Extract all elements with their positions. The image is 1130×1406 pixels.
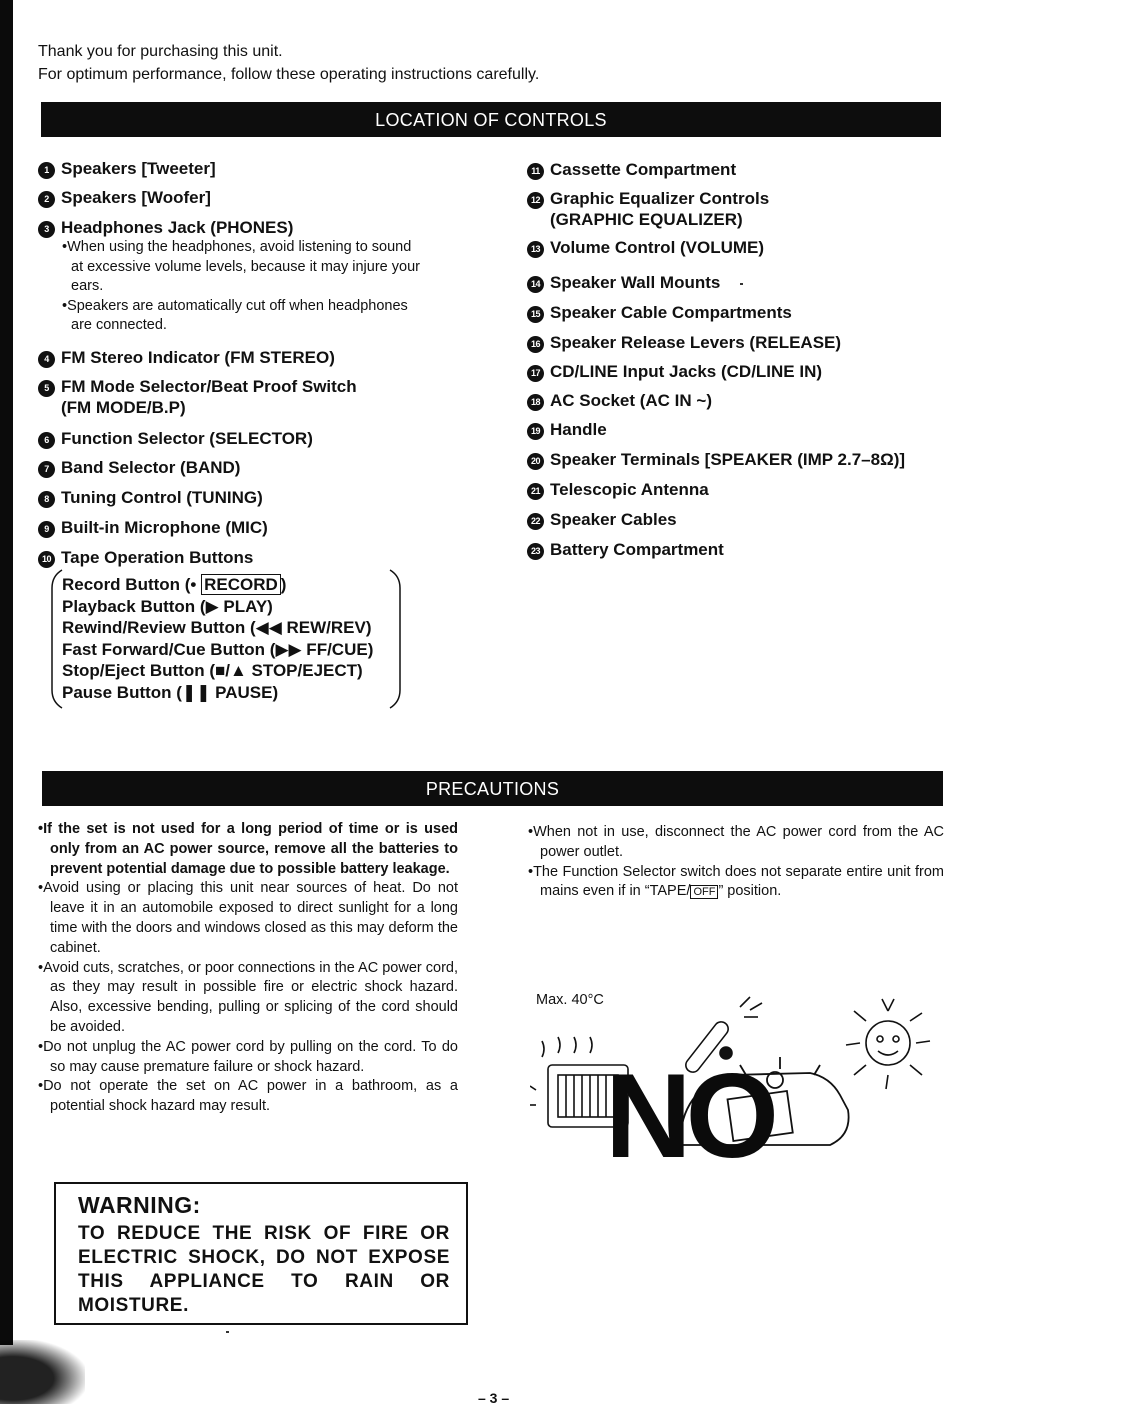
control-label: Built-in Microphone (MIC) [61, 518, 268, 537]
control-item-9 [38, 517, 268, 538]
number-badge: 3 [38, 221, 55, 238]
headphone-notes [62, 238, 455, 336]
control-label: Graphic Equalizer Controls [550, 189, 770, 208]
control-item-5 [38, 376, 357, 418]
note-line: ears. [71, 278, 104, 295]
record-button-line: Record Button (• RECORD ) [62, 575, 287, 594]
precaution-item: •If the set is not used for a long period of time or is used only from an AC power source, remove all the batteries to prevent potential damage due to possible battery leakage. [38, 821, 459, 877]
control-item-7 [38, 457, 240, 478]
playback-button-line: Playback Button (▶ PLAY) [62, 596, 273, 616]
control-item-10 [38, 547, 253, 568]
control-item-18 [527, 390, 712, 411]
number-badge: 19 [527, 423, 544, 440]
control-item-2 [38, 187, 211, 208]
rewind-button-line: Rewind/Review Button (◀◀ REW/REV) [62, 618, 372, 638]
note-line: at excessive volume levels, because it may injure your [71, 258, 420, 275]
control-item-16 [527, 332, 841, 353]
control-label: Speaker Cables [550, 510, 677, 529]
control-label: Tuning Control (TUNING) [61, 488, 263, 507]
warning-title: WARNING: [78, 1192, 201, 1218]
number-badge: 18 [527, 394, 544, 411]
control-item-6 [38, 428, 313, 449]
max-temperature-label: Max. 40°C [536, 992, 604, 1008]
precaution-item: •The Function Selector switch does not separate entire unit from mains even if in “TAPE/ OFF ” position. [528, 863, 945, 900]
number-badge: 1 [38, 162, 55, 179]
control-label: Speaker Cable Compartments [550, 303, 792, 322]
control-item-12 [527, 188, 769, 230]
control-label: Handle [550, 420, 607, 439]
number-badge: 17 [527, 365, 544, 382]
number-badge: 23 [527, 543, 544, 560]
control-label: Speaker Release Levers (RELEASE) [550, 333, 842, 352]
number-badge: 7 [38, 461, 55, 478]
precaution-item: •When not in use, disconnect the AC power cord from the AC power outlet. [528, 824, 944, 860]
fast-forward-button-line: Fast Forward/Cue Button (▶▶ FF/CUE) [62, 639, 374, 659]
control-label: Tape Operation Buttons [61, 548, 254, 567]
control-label: Cassette Compartment [550, 160, 737, 179]
scan-speck [226, 1331, 229, 1333]
control-label: Speakers [Woofer] [61, 188, 211, 207]
warning-text: TO REDUCE THE RISK OF FIRE OR ELECTRIC SHOCK, DO NOT EXPOSE THIS APPLIANCE TO RAIN OR MOISTURE. [78, 1223, 450, 1316]
number-badge: 4 [38, 351, 55, 368]
number-badge: 6 [38, 432, 55, 449]
control-item-23 [527, 539, 724, 560]
number-badge: 12 [527, 192, 544, 209]
control-item-22 [527, 509, 677, 530]
control-item-14 [527, 272, 720, 293]
control-label: CD/LINE Input Jacks (CD/LINE IN) [550, 362, 823, 381]
scan-speck [740, 283, 743, 285]
control-item-11 [527, 159, 736, 180]
tape-buttons-list [62, 574, 373, 704]
location-of-controls-banner: LOCATION OF CONTROLS [41, 102, 941, 137]
note-line: •Speakers are automatically cut off when headphones [62, 297, 408, 314]
note-line: are connected. [71, 317, 167, 334]
number-badge: 11 [527, 163, 544, 180]
control-item-19 [527, 419, 607, 440]
control-label-continued: (GRAPHIC EQUALIZER) [550, 210, 743, 229]
number-badge: 10 [38, 551, 55, 568]
control-item-17 [527, 361, 822, 382]
control-item-21 [527, 479, 709, 500]
precaution-item: •Avoid cuts, scratches, or poor connections in the AC power cord, as they may result in possible fire or electric shock hazard. Also, excessive bending, pulling or splicing of the cord should be avoided. [38, 959, 459, 1035]
precaution-item: •Avoid using or placing this unit near sources of heat. Do not leave it in an automobile exposed to direct sunlight for a long time with the doors and windows closed as this may deform the cabinet. [38, 880, 458, 956]
number-badge: 8 [38, 491, 55, 508]
control-label: Volume Control (VOLUME) [550, 238, 765, 257]
control-item-13 [527, 237, 764, 258]
control-label: FM Stereo Indicator (FM STEREO) [61, 348, 335, 367]
precautions-right-column [528, 823, 944, 903]
intro-line-2: For optimum performance, follow these operating instructions carefully. [38, 66, 540, 83]
control-label: Telescopic Antenna [550, 480, 709, 499]
precautions-left-column [38, 820, 458, 1117]
stop-eject-button-line: Stop/Eject Button (■/▲ STOP/EJECT) [62, 661, 363, 681]
number-badge: 5 [38, 380, 55, 397]
scan-edge-bar [0, 0, 13, 1345]
precaution-item: •Do not operate the set on AC power in a bathroom, as a potential shock hazard may result. [38, 1078, 458, 1115]
intro-line-1: Thank you for purchasing this unit. [38, 43, 283, 60]
scan-blot [0, 1340, 85, 1404]
control-item-20 [527, 449, 905, 470]
number-badge: 20 [527, 453, 544, 470]
pause-button-line: Pause Button (❚❚ PAUSE) [62, 682, 279, 702]
control-label: Speaker Terminals [SPEAKER (IMP 2.7–8Ω)] [550, 450, 906, 469]
note-line: •When using the headphones, avoid listening to sound [62, 239, 412, 255]
number-badge: 16 [527, 336, 544, 353]
control-label: Battery Compartment [550, 540, 724, 559]
control-label: Speaker Wall Mounts [550, 273, 721, 292]
precautions-banner: PRECAUTIONS [42, 771, 943, 806]
no-sign-text: NO [605, 1049, 773, 1170]
precaution-item: •Do not unplug the AC power cord by pulling on the cord. To do so may cause premature failure or shock hazard. [38, 1038, 458, 1075]
number-badge: 2 [38, 191, 55, 208]
control-item-4 [38, 347, 335, 368]
number-badge: 9 [38, 521, 55, 538]
control-label: Band Selector (BAND) [61, 458, 241, 477]
control-label: FM Mode Selector/Beat Proof Switch [61, 377, 357, 396]
control-item-3 [38, 217, 293, 238]
number-badge: 13 [527, 241, 544, 258]
warning-box [54, 1182, 468, 1325]
number-badge: 22 [527, 513, 544, 530]
number-badge: 21 [527, 483, 544, 500]
off-label-box: OFF [690, 885, 718, 899]
control-label: Headphones Jack (PHONES) [61, 218, 294, 237]
control-label: AC Socket (AC IN ~) [550, 391, 712, 410]
control-item-8 [38, 487, 263, 508]
record-label-box: RECORD [201, 574, 281, 595]
number-badge: 15 [527, 306, 544, 323]
control-label-continued: (FM MODE/B.P) [61, 398, 186, 417]
control-label: Function Selector (SELECTOR) [61, 429, 313, 448]
page-number: – 3 – [478, 1390, 510, 1406]
control-item-15 [527, 302, 792, 323]
control-item-1 [38, 158, 216, 179]
number-badge: 14 [527, 276, 544, 293]
intro-text [38, 40, 539, 86]
sun-icon [846, 999, 930, 1089]
control-label: Speakers [Tweeter] [61, 159, 216, 178]
heat-warning-illustration [530, 995, 950, 1170]
